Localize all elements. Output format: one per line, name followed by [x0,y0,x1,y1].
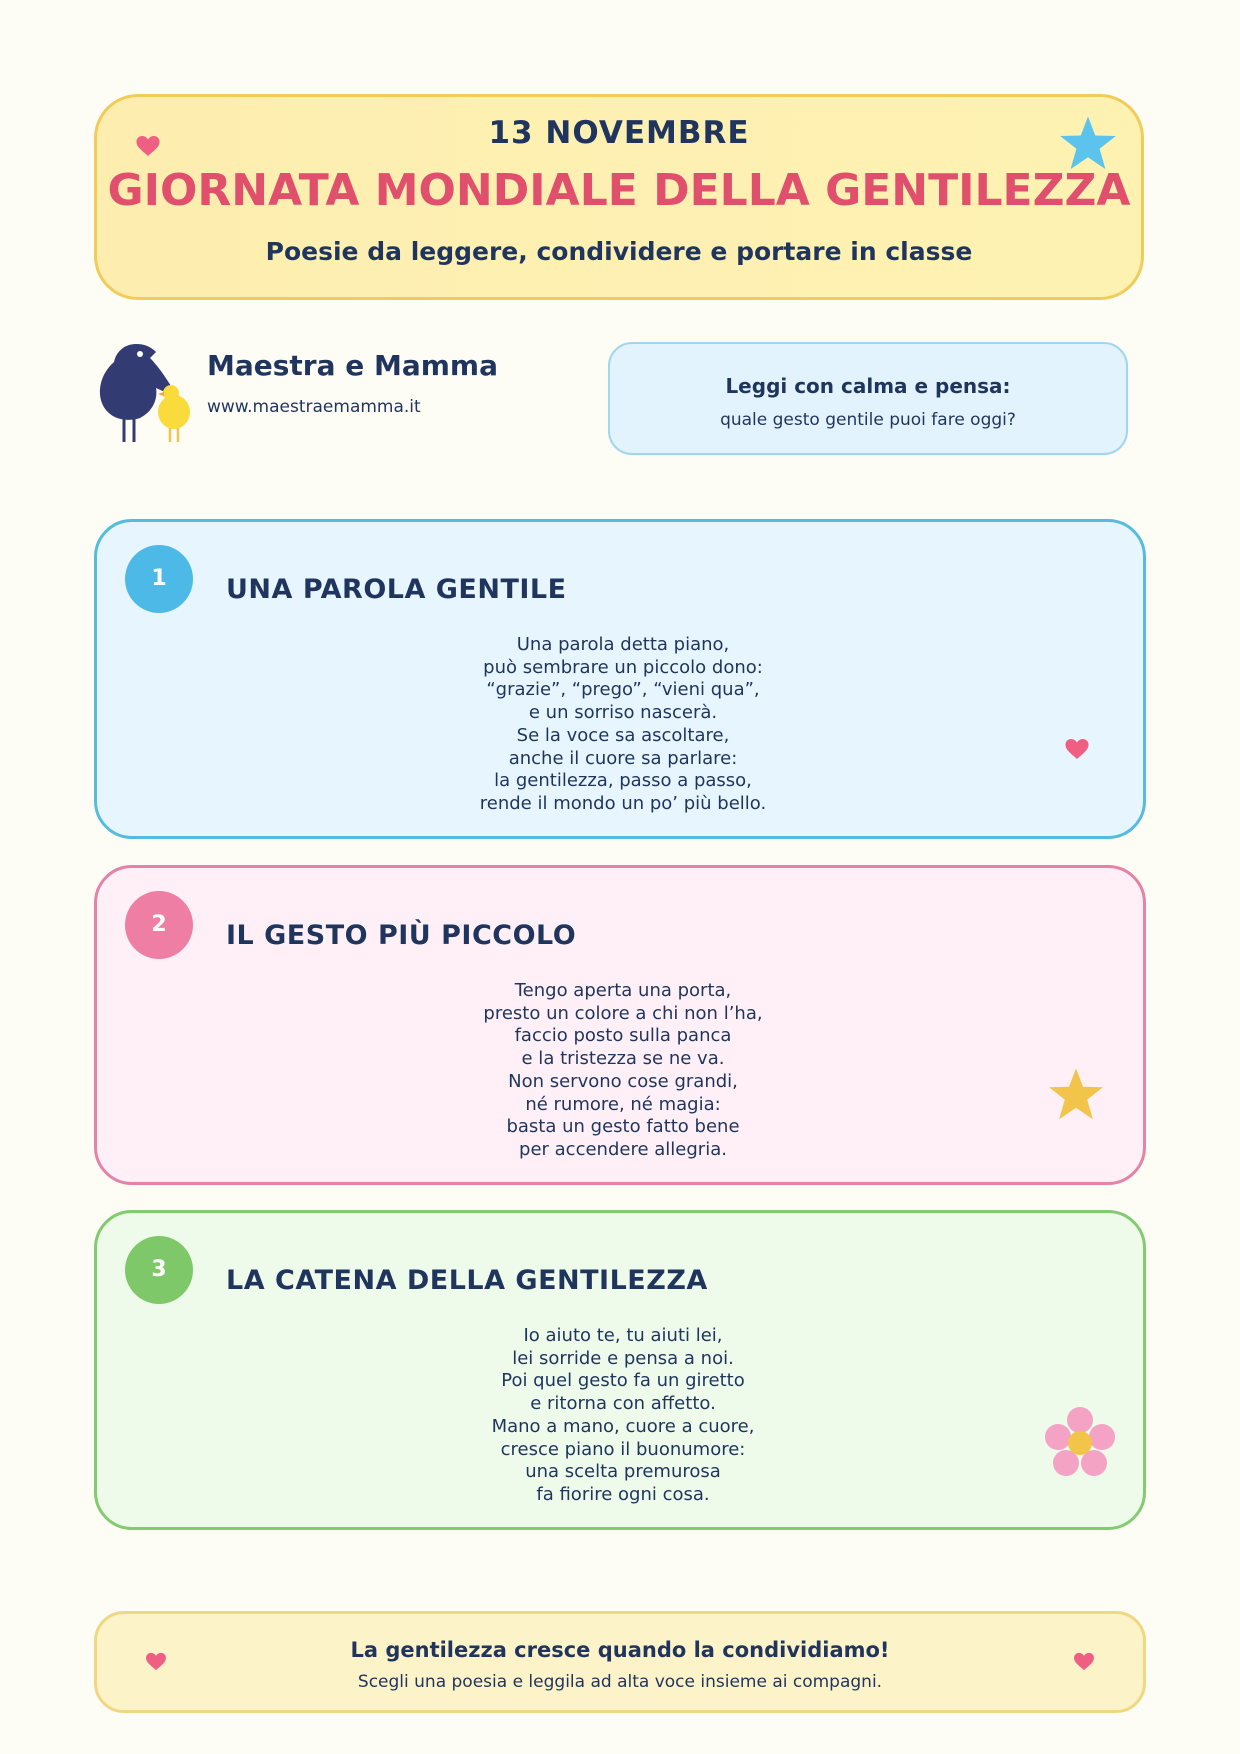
reflection-question: quale gesto gentile puoi fare oggi? [720,410,1016,430]
poem-line: anche il cuore sa parlare: [508,747,738,769]
reflection-box [608,342,1128,455]
poem-line: e ritorna con affetto. [530,1393,716,1415]
page-title: GIORNATA MONDIALE DELLA GENTILEZZA [107,165,1131,216]
bird-logo [94,336,194,444]
poem-title: UNA PAROLA GENTILE [226,574,567,605]
poem-number-badge: 3 [125,1236,193,1304]
brand-name: Maestra e Mamma [207,349,498,382]
star-icon [1048,1067,1104,1121]
brand-url[interactable]: www.maestraemamma.it [207,397,421,417]
heart-icon [145,1652,167,1671]
poem-line: fa fiorire ogni cosa. [536,1483,710,1505]
heart-icon [1064,738,1090,760]
poem-line: Se la voce sa ascoltare, [516,724,730,746]
poem-line: Una parola detta piano, [516,634,730,655]
poem-card-3 [94,1210,1146,1530]
page-subtitle: Poesie da leggere, condividere e portare in classe [265,237,973,266]
poem-line: per accendere allegria. [519,1138,727,1160]
event-date: 13 NOVEMBRE [488,115,750,151]
poem-line: può sembrare un piccolo dono: [483,656,763,678]
poem-title: LA CATENA DELLA GENTILEZZA [226,1265,708,1296]
poem-line: Tengo aperta una porta, [514,980,732,1001]
poem-text [97,1325,1149,1507]
poem-line: presto un colore a chi non l’ha, [483,1002,763,1024]
poem-number-badge: 2 [125,891,193,959]
poem-line: la gentilezza, passo a passo, [494,770,752,792]
poem-card-1 [94,519,1146,839]
poem-line: “grazie”, “prego”, “vieni qua”, [486,679,760,701]
star-icon [1059,115,1117,171]
poem-line: né rumore, né magia: [525,1093,721,1115]
poem-line: Io aiuto te, tu aiuti lei, [523,1325,723,1346]
footer-text: Scegli una poesia e leggila ad alta voce insieme ai compagni. [357,1672,883,1692]
poem-line: e la tristezza se ne va. [521,1048,725,1070]
heart-icon [1073,1652,1095,1671]
poem-line: rende il mondo un po’ più bello. [479,792,767,814]
header-banner [94,94,1144,300]
poem-card-2 [94,865,1146,1185]
poem-number-badge: 1 [125,545,193,613]
poem-line: e un sorriso nascerà. [528,702,718,724]
poem-line: faccio posto sulla panca [514,1025,732,1047]
heart-icon [135,135,161,157]
poem-text [97,980,1149,1162]
poem-line: cresce piano il buonumore: [500,1438,746,1460]
footer-title: La gentilezza cresce quando la condividiamo! [350,1638,890,1662]
footer-banner [94,1611,1146,1713]
poem-line: Mano a mano, cuore a cuore, [491,1415,755,1437]
poem-line: Poi quel gesto fa un giretto [501,1370,745,1392]
poem-title: IL GESTO PIÙ PICCOLO [226,920,577,951]
flower-icon [1042,1405,1118,1481]
poem-line: una scelta premurosa [525,1461,721,1483]
poem-line: basta un gesto fatto bene [506,1116,740,1138]
poem-line: Non servono cose grandi, [508,1070,738,1092]
poem-text [97,634,1149,816]
poem-line: lei sorride e pensa a noi. [512,1347,734,1369]
reflection-title: Leggi con calma e pensa: [725,374,1011,398]
